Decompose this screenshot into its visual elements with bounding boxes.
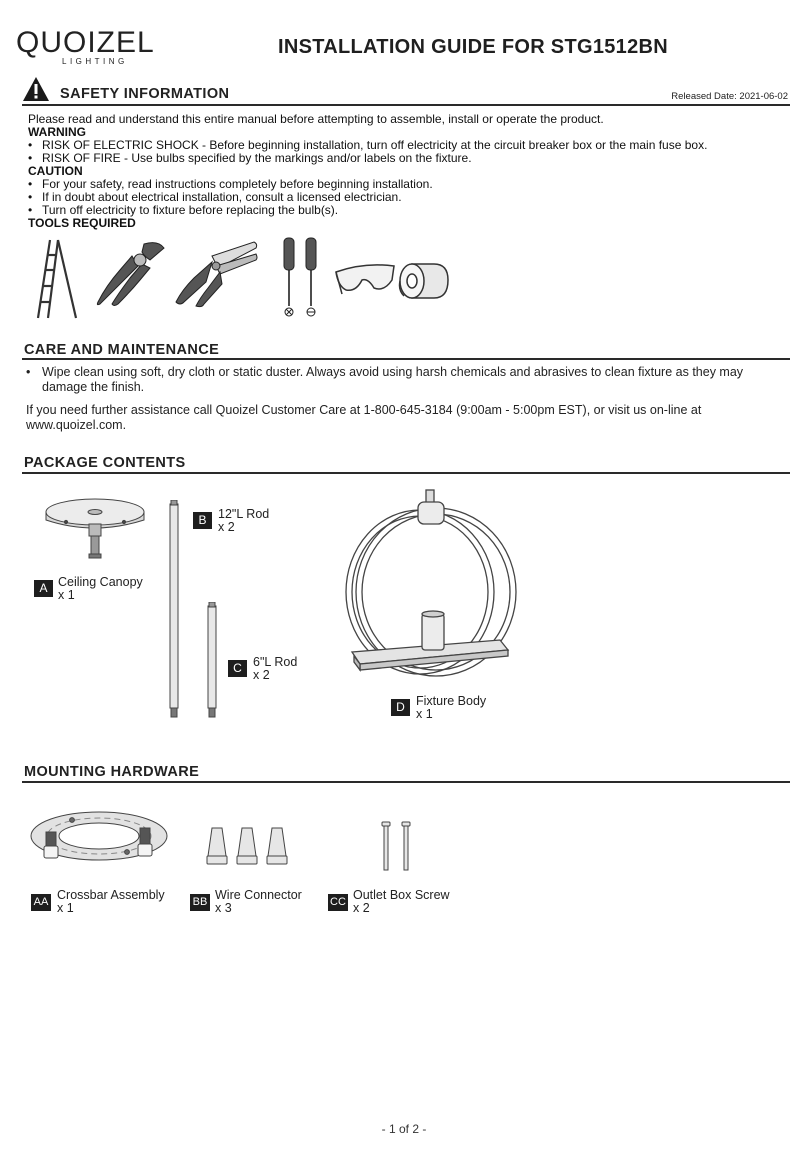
part-badge: BB <box>190 894 210 911</box>
tools-label: TOOLS REQUIRED <box>28 216 136 230</box>
part-quantity: x 2 <box>253 668 270 682</box>
part-quantity: x 2 <box>353 901 370 915</box>
part-quantity: x 1 <box>416 707 433 721</box>
customer-care-text: If you need further assistance call Quoizel Customer Care at 1-800-645-3184 (9:00am - 5:00pm EST), or visit us on-line at www.quoizel.com. <box>26 403 702 432</box>
part-quantity: x 1 <box>58 588 75 602</box>
care-section-title: CARE AND MAINTENANCE <box>24 342 220 358</box>
release-date: Released Date: 2021-06-02 <box>671 91 788 102</box>
package-section-title: PACKAGE CONTENTS <box>24 455 186 471</box>
page-title: INSTALLATION GUIDE FOR STG1512BN <box>278 36 668 58</box>
ceiling-canopy-illustration <box>44 490 146 570</box>
warning-label: WARNING <box>28 125 86 139</box>
crossbar-assembly-illustration <box>28 806 170 876</box>
part-name: 12"L Rod <box>218 507 270 521</box>
part-quantity: x 2 <box>218 520 235 534</box>
brand-logo-subtitle: LIGHTING <box>62 57 128 66</box>
brand-logo: QUOIZEL <box>16 26 155 59</box>
part-badge: AA <box>31 894 51 911</box>
caution-item: • Turn off electricity to fixture before replacing the bulb(s). <box>28 204 788 217</box>
part-badge: A <box>34 580 53 597</box>
part-name: Crossbar Assembly <box>57 888 165 902</box>
section-divider <box>22 472 790 474</box>
rod-6in-illustration <box>205 602 219 720</box>
outlet-box-screw-illustration <box>376 820 416 874</box>
caution-item: • For your safety, read instructions completely before beginning installation. <box>28 178 788 191</box>
safety-glasses-icon <box>334 258 396 298</box>
warning-icon <box>22 76 50 102</box>
part-quantity: x 1 <box>57 901 74 915</box>
warning-item: • RISK OF FIRE - Use bulbs specified by the markings and/or labels on the fixture. <box>28 152 788 165</box>
wire-connector-illustration <box>206 826 300 868</box>
part-badge: D <box>391 699 410 716</box>
caution-item: • If in doubt about electrical installation, consult a licensed electrician. <box>28 191 788 204</box>
section-divider <box>22 104 790 106</box>
pliers-icon <box>92 238 168 308</box>
warning-item: • RISK OF ELECTRIC SHOCK - Before beginning installation, turn off electricity at the circuit breaker box or the main fuse box. <box>28 139 788 152</box>
safety-body <box>28 113 788 230</box>
fixture-body-illustration <box>340 488 520 686</box>
part-name: Fixture Body <box>416 694 487 708</box>
section-divider <box>22 781 790 783</box>
part-badge: CC <box>328 894 348 911</box>
caution-label: CAUTION <box>28 164 83 178</box>
part-name: 6"L Rod <box>253 655 298 669</box>
wire-stripper-icon <box>172 238 260 308</box>
page-number: - 1 of 2 - <box>381 1122 427 1136</box>
part-name: Outlet Box Screw <box>353 888 450 902</box>
rod-12in-illustration <box>167 500 181 720</box>
part-badge: B <box>193 512 212 529</box>
safety-intro: Please read and understand this entire manual before attempting to assemble, install or operate the product. <box>28 112 604 126</box>
part-name: Wire Connector <box>215 888 302 902</box>
ladder-icon <box>34 238 80 320</box>
section-divider <box>22 358 790 360</box>
part-badge: C <box>228 660 247 677</box>
safety-section-title: SAFETY INFORMATION <box>60 86 230 102</box>
screwdrivers-icon <box>278 236 322 320</box>
part-name: Ceiling Canopy <box>58 575 143 589</box>
part-quantity: x 3 <box>215 901 232 915</box>
electrical-tape-icon <box>398 260 450 302</box>
hardware-section-title: MOUNTING HARDWARE <box>24 764 200 780</box>
care-item: • Wipe clean using soft, dry cloth or static duster. Always avoid using harsh chemicals and abrasives to clean fixture as they may damage the finish. <box>26 365 788 395</box>
